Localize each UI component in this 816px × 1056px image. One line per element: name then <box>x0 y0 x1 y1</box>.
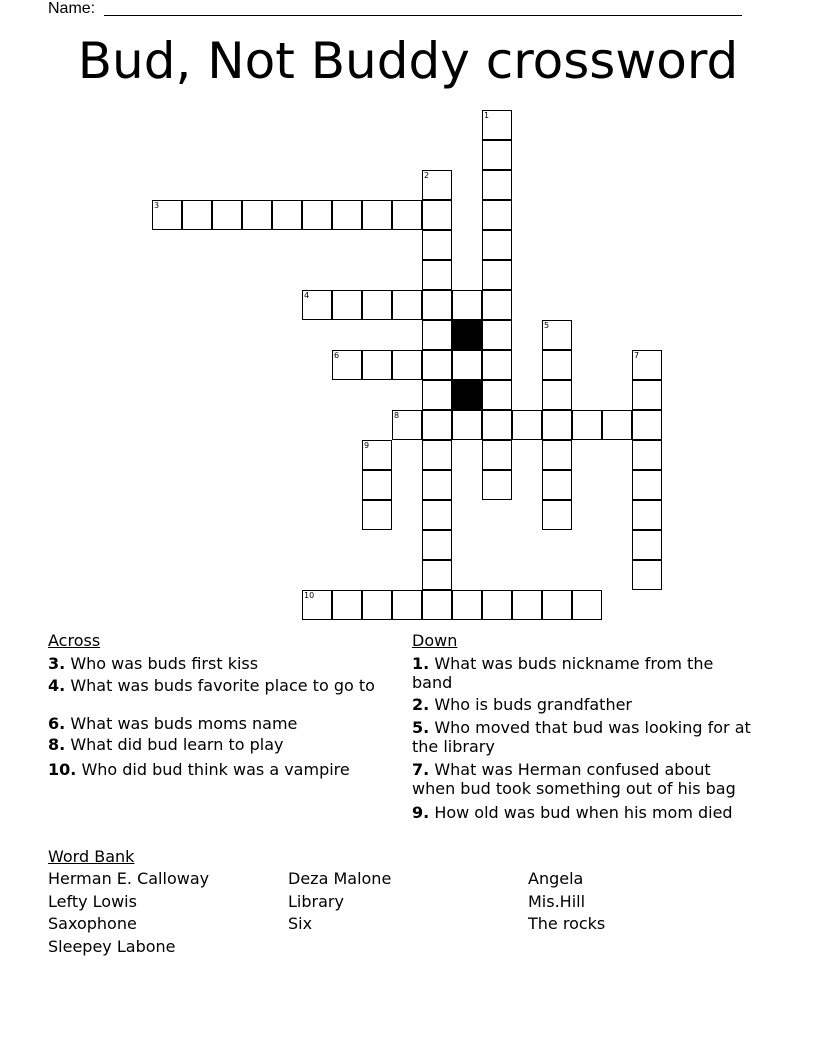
grid-cell[interactable] <box>422 260 452 290</box>
cell-number: 4 <box>304 291 310 300</box>
grid-cell[interactable] <box>482 230 512 260</box>
grid-cell[interactable] <box>332 290 362 320</box>
grid-cell[interactable] <box>482 590 512 620</box>
grid-cell[interactable] <box>422 380 452 410</box>
grid-cell[interactable] <box>632 410 662 440</box>
grid-cell[interactable] <box>482 200 512 230</box>
grid-cell[interactable] <box>302 290 332 320</box>
grid-cell[interactable] <box>482 290 512 320</box>
grid-cell[interactable] <box>482 440 512 470</box>
grid-cell[interactable] <box>242 200 272 230</box>
across-clue-3: 3. Who was buds first kiss <box>48 654 259 673</box>
grid-cell[interactable] <box>392 200 422 230</box>
grid-cell[interactable] <box>482 380 512 410</box>
word-bank-item: Angela <box>528 869 584 888</box>
grid-cell[interactable] <box>632 500 662 530</box>
grid-cell[interactable] <box>422 530 452 560</box>
cell-number: 1 <box>484 111 490 120</box>
down-clue-2: 2. Who is buds grandfather <box>412 695 632 714</box>
grid-cell[interactable] <box>542 410 572 440</box>
name-label: Name: <box>48 0 96 17</box>
grid-cell[interactable] <box>362 500 392 530</box>
word-bank-item: Saxophone <box>48 914 137 933</box>
grid-cell[interactable] <box>362 440 392 470</box>
grid-cell[interactable] <box>362 200 392 230</box>
cell-number: 2 <box>424 171 430 180</box>
grid-cell[interactable] <box>422 320 452 350</box>
grid-cell[interactable] <box>542 440 572 470</box>
grid-cell[interactable] <box>452 590 482 620</box>
grid-cell[interactable] <box>392 290 422 320</box>
grid-cell[interactable] <box>452 350 482 380</box>
grid-cell[interactable] <box>542 500 572 530</box>
grid-cell[interactable] <box>302 590 332 620</box>
word-bank-item: Lefty Lowis <box>48 892 137 911</box>
grid-cell[interactable] <box>422 560 452 590</box>
grid-cell[interactable] <box>422 410 452 440</box>
grid-cell-black <box>452 320 482 350</box>
grid-cell[interactable] <box>212 200 242 230</box>
grid-cell[interactable] <box>422 500 452 530</box>
grid-cell[interactable] <box>482 320 512 350</box>
word-bank-item: Six <box>288 914 313 933</box>
grid-cell[interactable] <box>602 410 632 440</box>
grid-cell[interactable] <box>392 590 422 620</box>
cell-number: 9 <box>364 441 370 450</box>
grid-cell[interactable] <box>542 320 572 350</box>
word-bank-item: Mis.Hill <box>528 892 586 911</box>
word-bank-item: Deza Malone <box>288 869 392 888</box>
grid-cell[interactable] <box>512 410 542 440</box>
grid-cell[interactable] <box>422 290 452 320</box>
grid-cell[interactable] <box>422 170 452 200</box>
cell-number: 6 <box>334 351 340 360</box>
grid-cell[interactable] <box>332 350 362 380</box>
grid-cell[interactable] <box>422 230 452 260</box>
grid-cell[interactable] <box>512 590 542 620</box>
cell-number: 7 <box>634 351 640 360</box>
across-clue-8: 8. What did bud learn to play <box>48 735 284 754</box>
grid-cell[interactable] <box>452 410 482 440</box>
grid-cell[interactable] <box>632 440 662 470</box>
word-bank-heading: Word Bank <box>48 847 135 866</box>
grid-cell[interactable] <box>422 590 452 620</box>
grid-cell[interactable] <box>482 110 512 140</box>
word-bank-item: Herman E. Calloway <box>48 869 210 888</box>
grid-cell[interactable] <box>542 590 572 620</box>
grid-cell[interactable] <box>362 350 392 380</box>
grid-cell[interactable] <box>482 350 512 380</box>
grid-cell[interactable] <box>272 200 302 230</box>
grid-cell[interactable] <box>482 170 512 200</box>
grid-cell[interactable] <box>632 560 662 590</box>
cell-number: 3 <box>154 201 160 210</box>
grid-cell[interactable] <box>302 200 332 230</box>
grid-cell[interactable] <box>362 590 392 620</box>
grid-cell[interactable] <box>632 380 662 410</box>
grid-cell[interactable] <box>332 200 362 230</box>
grid-cell[interactable] <box>392 350 422 380</box>
grid-cell[interactable] <box>572 590 602 620</box>
grid-cell[interactable] <box>362 470 392 500</box>
across-clue-10: 10. Who did bud think was a vampire <box>48 760 350 779</box>
cell-number: 8 <box>394 411 400 420</box>
grid-cell[interactable] <box>632 350 662 380</box>
across-heading: Across <box>48 631 101 650</box>
down-clue-7: 7. What was Herman confused about when bud took something out of his bag <box>412 760 736 798</box>
grid-cell[interactable] <box>632 530 662 560</box>
grid-cell[interactable] <box>542 380 572 410</box>
word-bank-item: Sleepey Labone <box>48 937 176 956</box>
grid-cell[interactable] <box>422 470 452 500</box>
down-heading: Down <box>412 631 458 650</box>
grid-cell[interactable] <box>572 410 602 440</box>
grid-cell[interactable] <box>482 140 512 170</box>
grid-cell[interactable] <box>482 470 512 500</box>
down-clue-9: 9. How old was bud when his mom died <box>412 803 733 822</box>
across-clue-6: 6. What was buds moms name <box>48 714 298 733</box>
word-bank-item: Library <box>288 892 344 911</box>
grid-cell[interactable] <box>482 410 512 440</box>
grid-cell[interactable] <box>332 590 362 620</box>
grid-cell[interactable] <box>422 440 452 470</box>
across-clue-4: 4. What was buds favorite place to go to <box>48 676 375 695</box>
page-title: Bud, Not Buddy crossword <box>77 32 739 90</box>
word-bank-item: The rocks <box>528 914 606 933</box>
grid-cell[interactable] <box>482 260 512 290</box>
cell-number: 10 <box>304 591 315 600</box>
down-clue-1: 1. What was buds nickname from the band <box>412 654 714 692</box>
grid-cell[interactable] <box>422 200 452 230</box>
grid-cell[interactable] <box>392 410 422 440</box>
grid-cell[interactable] <box>362 290 392 320</box>
grid-cell[interactable] <box>152 200 182 230</box>
grid-cell[interactable] <box>542 350 572 380</box>
cell-number: 5 <box>544 321 550 330</box>
grid-cell[interactable] <box>182 200 212 230</box>
grid-cell[interactable] <box>422 350 452 380</box>
grid-cell[interactable] <box>452 290 482 320</box>
grid-cell[interactable] <box>542 470 572 500</box>
down-clue-5: 5. Who moved that bud was looking for at the library <box>412 718 751 756</box>
grid-cell[interactable] <box>632 470 662 500</box>
grid-cell-black <box>452 380 482 410</box>
